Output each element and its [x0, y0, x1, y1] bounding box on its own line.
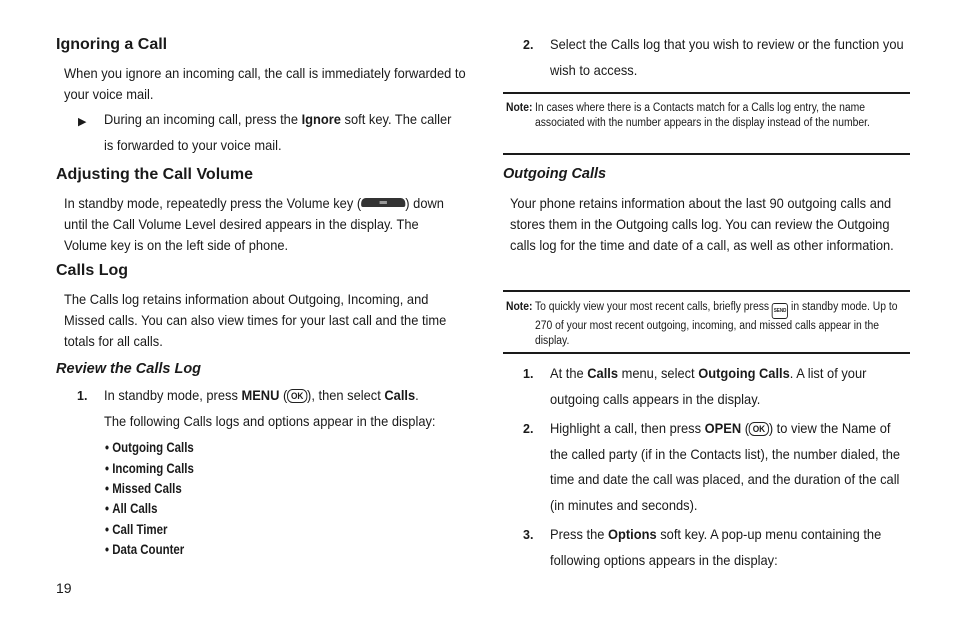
list-item: • Data Counter: [105, 542, 185, 557]
ok-key-icon: OK: [287, 389, 307, 403]
review-step-1: In standby mode, press MENU ( OK ), then select Calls. The following Calls logs and options appear in the display:: [104, 387, 436, 429]
volume-paragraph: In standby mode, repeatedly press the Volume key ( ) down until the Call Volume Level desired appears in the display. The Volume key is on the left side of phone.: [64, 195, 444, 253]
ignoring-paragraph: When you ignore an incoming call, the call is immediately forwarded to your voice mail.: [64, 65, 466, 102]
outgoing-step-1: At the Calls menu, select Outgoing Calls. A list of your outgoing calls appears in the display.: [550, 365, 867, 407]
heading-adjusting-volume: Adjusting the Call Volume: [56, 166, 254, 183]
step-number: 2.: [523, 38, 534, 52]
ignoring-step: During an incoming call, press the Ignore soft key. The caller is forwarded to your voice mail.: [104, 111, 452, 153]
heading-outgoing-calls: Outgoing Calls: [503, 166, 607, 182]
note-label: Note:: [506, 102, 533, 114]
heading-ignoring-a-call: Ignoring a Call: [56, 36, 168, 53]
step-number: 1.: [77, 389, 88, 403]
list-item: • Call Timer: [105, 522, 168, 537]
note-contacts-match: [503, 92, 910, 155]
page-number: 19: [56, 580, 72, 596]
outgoing-step-2: Highlight a call, then press OPEN ( OK ) to view the Name of the called party (if in the Contacts list), the number dialed, the time and date the call was placed, and the duration of the call (in minutes and seconds).: [550, 420, 901, 513]
step-number: 3.: [523, 528, 534, 542]
heading-calls-log: Calls Log: [56, 262, 129, 279]
send-key-icon: SEND: [772, 303, 788, 319]
note-text: To quickly view your most recent calls, briefly press SEND in standby mode. Up to 270 of your most recent outgoing, incoming, and missed calls appear in the display.: [535, 301, 898, 347]
outgoing-paragraph: Your phone retains information about the last 90 outgoing calls and stores them in the Outgoing calls log. You can review the Outgoing calls log for the time and date of a call, as well as other information.: [510, 195, 894, 253]
volume-key-icon: [361, 198, 405, 207]
note-text: In cases where there is a Contacts match for a Calls log entry, the name associated with the number appears in the display instead of the number.: [535, 102, 870, 129]
arrow-bullet-icon: ▶: [78, 116, 87, 128]
heading-review-calls-log: Review the Calls Log: [56, 361, 202, 377]
list-item: • All Calls: [105, 501, 158, 516]
calls-log-paragraph: The Calls log retains information about Outgoing, Incoming, and Missed calls. You can also view times for your last call and the time totals for all calls.: [64, 291, 447, 349]
note-label: Note:: [506, 301, 533, 313]
outgoing-step-3: Press the Options soft key. A pop-up menu containing the following options appears in the display:: [550, 526, 882, 568]
note-quick-view: [503, 290, 910, 354]
ok-key-icon: OK: [749, 422, 769, 436]
step-number: 2.: [523, 422, 534, 436]
review-step-2: Select the Calls log that you wish to review or the function you wish to access.: [550, 36, 904, 78]
step-number: 1.: [523, 367, 534, 381]
list-item: • Outgoing Calls: [105, 440, 194, 455]
list-item: • Incoming Calls: [105, 461, 194, 476]
list-item: • Missed Calls: [105, 481, 182, 496]
